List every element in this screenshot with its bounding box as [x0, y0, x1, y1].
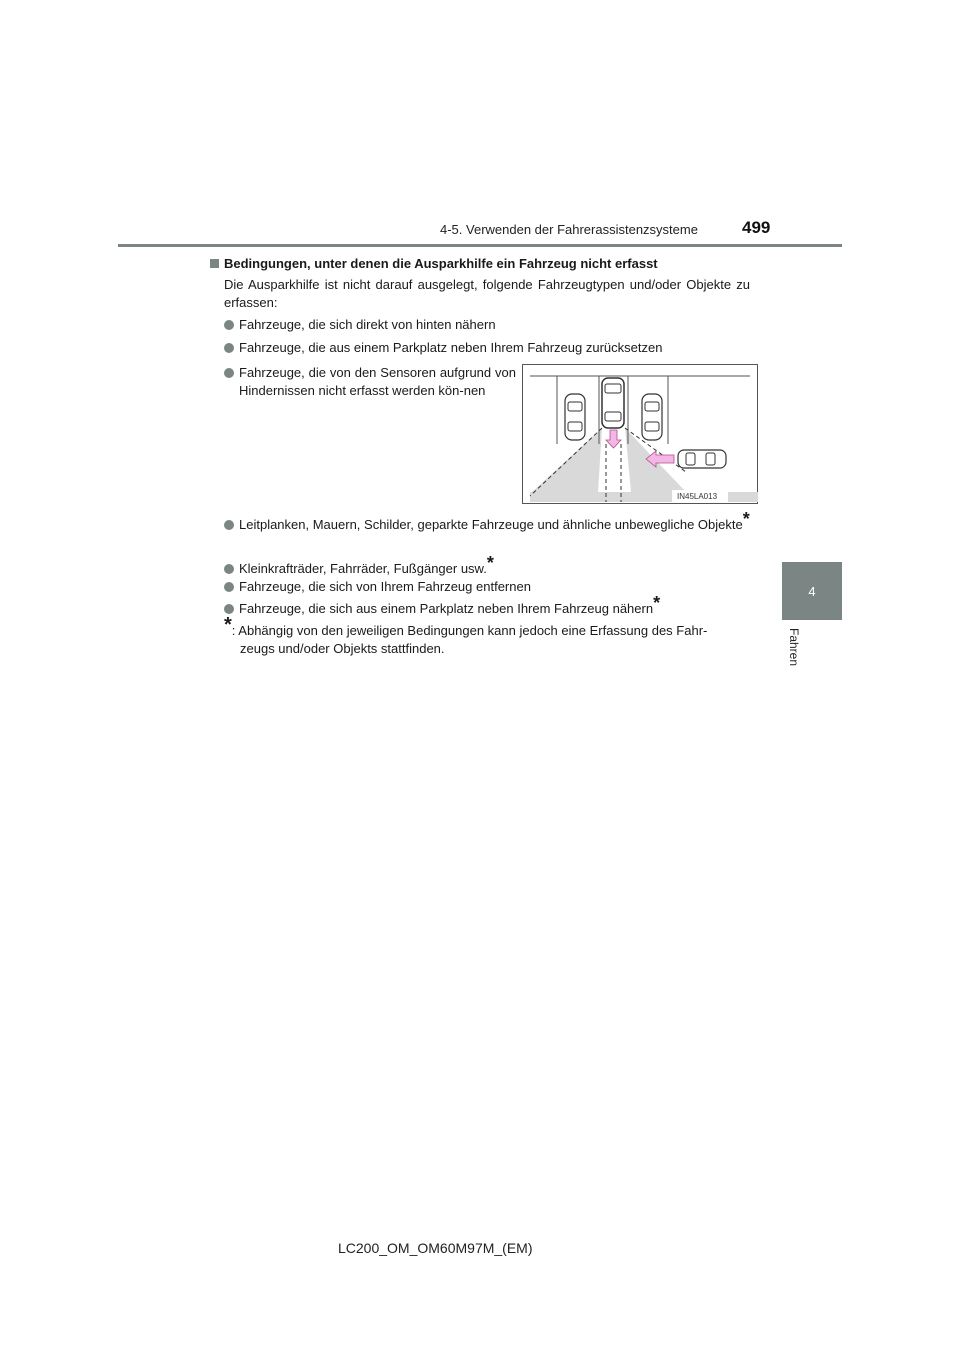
list-item: [224, 364, 516, 400]
parking-diagram-svg: [522, 364, 758, 504]
chapter-tab: [782, 562, 842, 620]
own-car-icon: [602, 378, 624, 428]
asterisk-marker: *: [742, 509, 750, 529]
square-bullet-icon: [210, 259, 219, 268]
bullet-dot-icon: [224, 604, 234, 614]
list-item: [224, 316, 750, 334]
list-item-text: Fahrzeuge, die sich aus einem Parkplatz neben Ihrem Fahrzeug nähern*: [239, 593, 661, 616]
asterisk-marker: *: [486, 553, 494, 573]
figure-code: IN45LA013: [677, 492, 718, 501]
list-item-text: Fahrzeuge, die von den Sensoren aufgrund von Hindernissen nicht erfasst werden kön-nen: [239, 365, 516, 398]
list-item-text: Leitplanken, Mauern, Schilder, geparkte Fahrzeuge und ähnliche unbewegliche Objekte*: [239, 509, 750, 532]
bullet-dot-icon: [224, 368, 234, 378]
approaching-car-icon: [678, 450, 726, 468]
footnote-text-line1: : Abhängig von den jeweiligen Bedingungen kann jedoch eine Erfassung des Fahr-: [231, 623, 708, 638]
list-item-text: Fahrzeuge, die sich direkt von hinten nähern: [239, 317, 496, 332]
footer-document-code: LC200_OM_OM60M97M_(EM): [338, 1240, 533, 1256]
bullet-dot-icon: [224, 520, 234, 530]
footnote-marker: *: [224, 614, 232, 636]
section-heading-text: Bedingungen, unter denen die Ausparkhilfe ein Fahrzeug nicht erfasst: [224, 256, 658, 271]
parked-car-right-icon: [642, 394, 662, 440]
bullet-dot-icon: [224, 320, 234, 330]
list-item-text: Fahrzeuge, die sich von Ihrem Fahrzeug entfernen: [239, 579, 531, 594]
chapter-title: Fahren: [787, 628, 801, 667]
header-section-title: 4-5. Verwenden der Fahrerassistenzsysteme: [440, 222, 698, 237]
header-rule: [118, 244, 842, 247]
footnote: [224, 614, 750, 658]
chapter-number: 4: [808, 583, 816, 599]
list-item: [224, 593, 750, 618]
footnote-text-line2: zeugs und/oder Objekts stattfinden.: [240, 641, 445, 656]
list-item-text: Kleinkrafträder, Fahrräder, Fußgänger usw.*: [239, 553, 494, 576]
list-item-text: Fahrzeuge, die aus einem Parkplatz neben Ihrem Fahrzeug zurücksetzen: [239, 340, 663, 355]
intro-paragraph: Die Ausparkhilfe ist nicht darauf ausgelegt, folgende Fahrzeugtypen und/oder Objekte zu erfassen:: [224, 277, 750, 310]
parked-car-left-icon: [565, 394, 585, 440]
list-item: [224, 553, 750, 578]
asterisk-marker: *: [653, 593, 661, 613]
bullet-dot-icon: [224, 564, 234, 574]
page-number: 499: [742, 218, 771, 237]
section-heading: [210, 256, 658, 271]
bullet-dot-icon: [224, 343, 234, 353]
list-item: [224, 339, 750, 357]
parking-diagram: [522, 364, 758, 504]
bullet-dot-icon: [224, 582, 234, 592]
list-item: [224, 578, 750, 596]
list-item: [224, 509, 750, 534]
